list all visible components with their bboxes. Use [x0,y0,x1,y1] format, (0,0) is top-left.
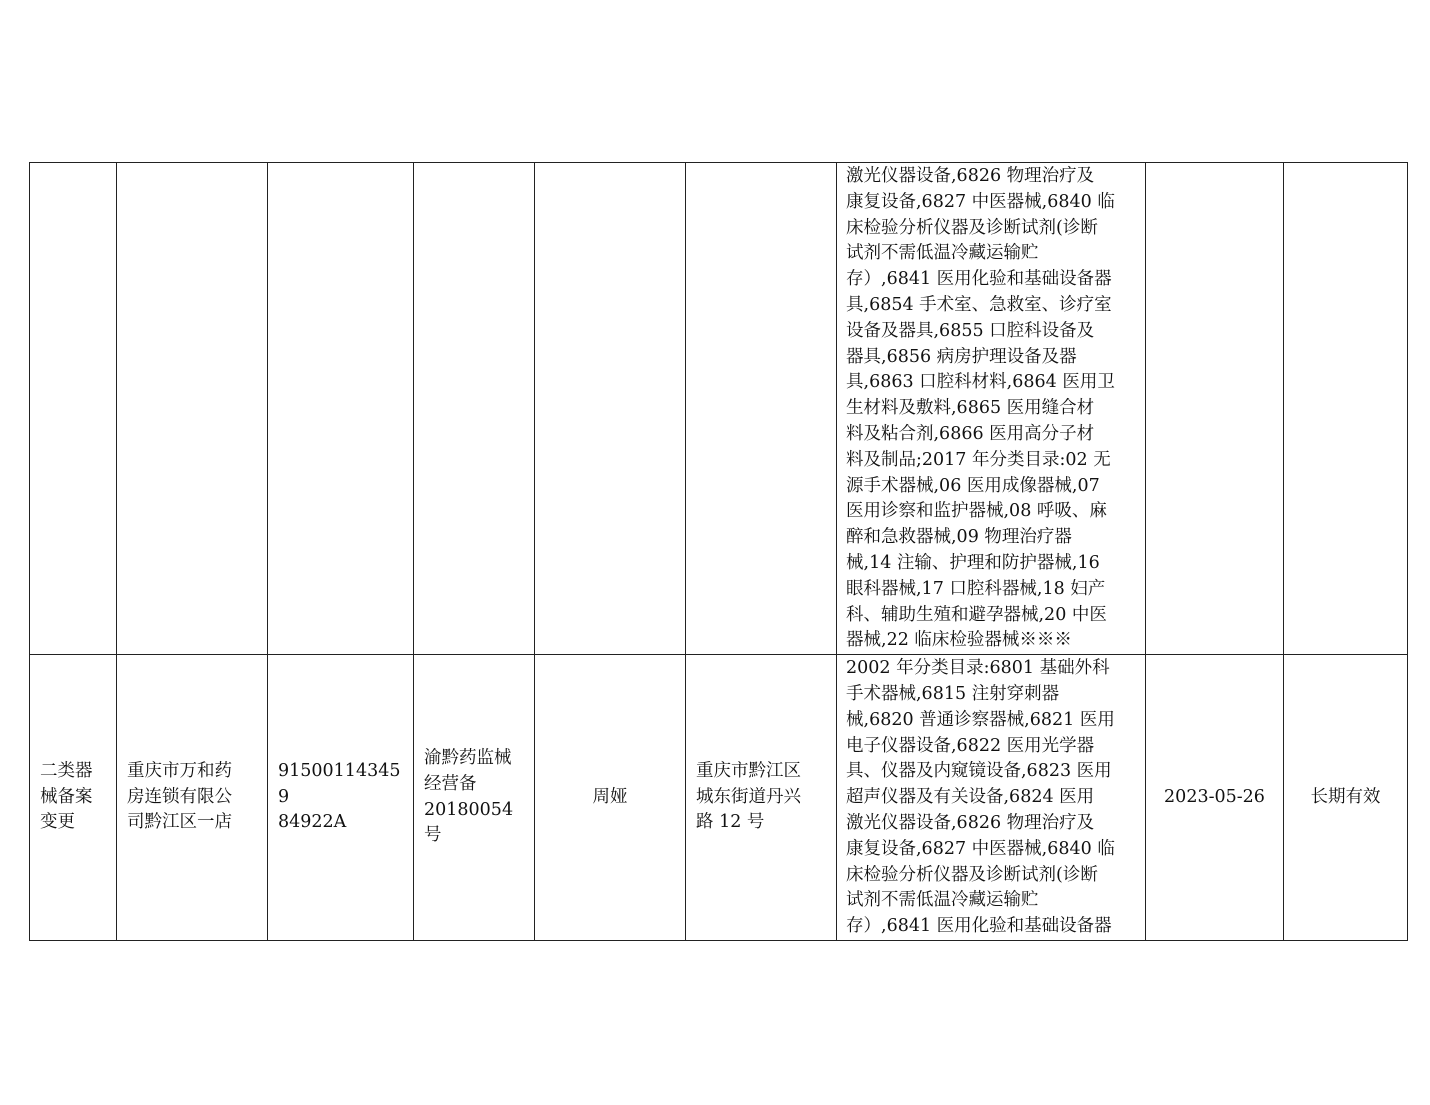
cell-empty-person [535,163,686,655]
cell-company-name: 重庆市万和药 房连锁有限公 司黔江区一店 [117,655,268,941]
cell-date: 2023-05-26 [1146,655,1284,941]
cell-record-number: 渝黔药监械 经营备 20180054 号 [414,655,535,941]
cell-empty-company [117,163,268,655]
cell-empty-category [30,163,117,655]
cell-empty-record-no [414,163,535,655]
cell-person-in-charge: 周娅 [535,655,686,941]
cell-category: 二类器 械备案 变更 [30,655,117,941]
cell-empty-date [1146,163,1284,655]
filing-table [29,162,1408,941]
table-row-record [30,655,1408,941]
cell-empty-validity [1284,163,1408,655]
cell-empty-credit-code [268,163,414,655]
table-row-continuation [30,163,1408,655]
cell-business-scope-continued: 激光仪器设备,6826 物理治疗及 康复设备,6827 中医器械,6840 临 床检验分析仪器及诊断试剂(诊断 试剂不需低温冷藏运输贮 存）,6841 医用化验和基础设备器 具,6854 手术室、急救室、诊疗室 设备及器具,6855 口腔科设备及 器具,6856 病房护理设备及器 具,6863 口腔科材料,6864 医用卫 生材料及敷料,6865 医用缝合材 料及粘合剂,6866 医用高分子材 料及制品;2017 年分类目录:02 无 源手术器械,06 医用成像器械,07 医用诊察和监护器械,08 呼吸、麻 醉和急救器械,09 物理治疗器 械,14 注输、护理和防护器械,16 眼科器械,17 口腔科器械,18 妇产 科、辅助生殖和避孕器械,20 中医 器械,22 临床检验器械※※※ [837,163,1146,655]
cell-validity: 长期有效 [1284,655,1408,941]
cell-empty-address [686,163,837,655]
cell-business-scope: 2002 年分类目录:6801 基础外科 手术器械,6815 注射穿刺器 械,6820 普通诊察器械,6821 医用 电子仪器设备,6822 医用光学器 具、仪器及内窥镜设备,6823 医用 超声仪器及有关设备,6824 医用 激光仪器设备,6826 物理治疗及 康复设备,6827 中医器械,6840 临 床检验分析仪器及诊断试剂(诊断 试剂不需低温冷藏运输贮 存）,6841 医用化验和基础设备器 [837,655,1146,941]
cell-credit-code: 915001143459 84922A [268,655,414,941]
cell-address: 重庆市黔江区 城东街道丹兴 路 12 号 [686,655,837,941]
